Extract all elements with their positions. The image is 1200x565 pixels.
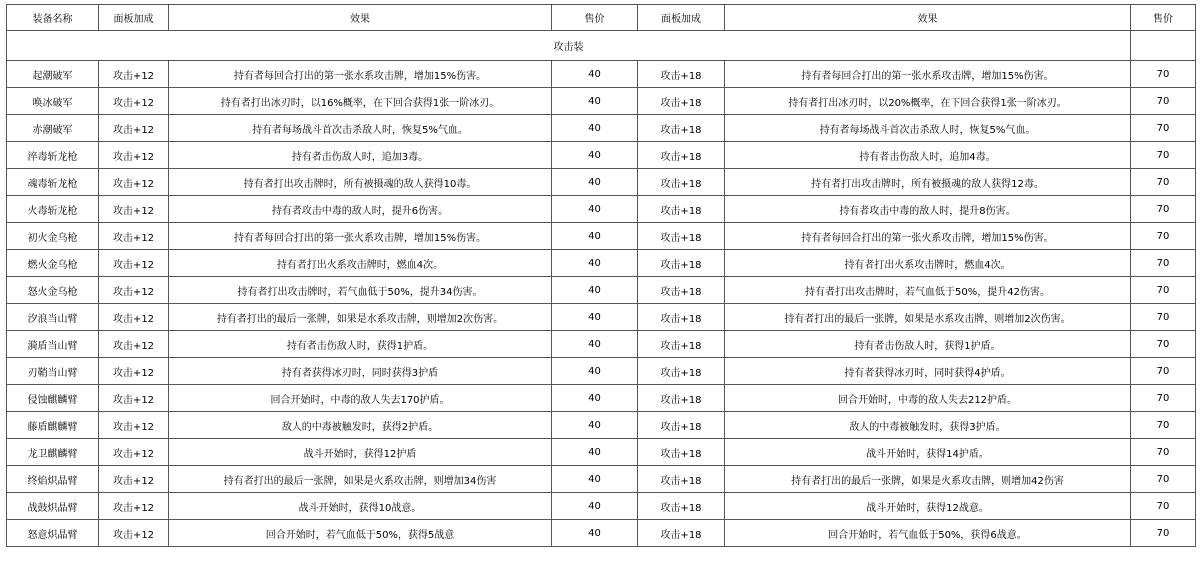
effect-upgraded-cell: 持有者击伤敌人时，追加4毒。 bbox=[725, 142, 1131, 169]
effect-cell: 持有者打出冰刃时，以16%概率，在下回合获得1张一阶冰刃。 bbox=[169, 88, 552, 115]
panel-bonus-upgraded-cell: 攻击+18 bbox=[638, 466, 725, 493]
effect-cell: 持有者每场战斗首次击杀敌人时，恢复5%气血。 bbox=[169, 115, 552, 142]
effect-cell: 持有者击伤敌人时，追加3毒。 bbox=[169, 142, 552, 169]
equipment-name-cell: 龙卫麒麟臂 bbox=[7, 439, 99, 466]
price-upgraded-cell: 70 bbox=[1131, 412, 1196, 439]
effect-upgraded-cell: 敌人的中毒被触发时，获得3护盾。 bbox=[725, 412, 1131, 439]
price-cell: 40 bbox=[552, 277, 638, 304]
price-upgraded-cell: 70 bbox=[1131, 520, 1196, 547]
panel-bonus-cell: 攻击+12 bbox=[99, 115, 169, 142]
equipment-name-cell: 刃鞘当山臂 bbox=[7, 358, 99, 385]
equipment-name-cell: 赤潮破军 bbox=[7, 115, 99, 142]
panel-bonus-upgraded-cell: 攻击+18 bbox=[638, 412, 725, 439]
price-cell: 40 bbox=[552, 493, 638, 520]
panel-bonus-upgraded-cell: 攻击+18 bbox=[638, 169, 725, 196]
equipment-table bbox=[6, 4, 1196, 547]
table-row bbox=[7, 412, 1196, 439]
price-upgraded-cell: 70 bbox=[1131, 88, 1196, 115]
effect-upgraded-cell: 持有者每场战斗首次击杀敌人时，恢复5%气血。 bbox=[725, 115, 1131, 142]
effect-cell: 回合开始时，中毒的敌人失去170护盾。 bbox=[169, 385, 552, 412]
equipment-name-cell: 火毒斩龙枪 bbox=[7, 196, 99, 223]
equipment-name-cell: 起潮破军 bbox=[7, 61, 99, 88]
price-upgraded-cell: 70 bbox=[1131, 304, 1196, 331]
panel-bonus-cell: 攻击+12 bbox=[99, 196, 169, 223]
equipment-name-cell: 魂毒斩龙枪 bbox=[7, 169, 99, 196]
equipment-name-cell: 唤冰破军 bbox=[7, 88, 99, 115]
panel-bonus-upgraded-cell: 攻击+18 bbox=[638, 142, 725, 169]
header-effect-upgraded: 效果 bbox=[725, 5, 1131, 31]
price-upgraded-cell: 70 bbox=[1131, 142, 1196, 169]
header-effect: 效果 bbox=[169, 5, 552, 31]
table-row bbox=[7, 466, 1196, 493]
equipment-name-cell: 怒意炽晶臂 bbox=[7, 520, 99, 547]
header-panel-bonus-upgraded: 面板加成 bbox=[638, 5, 725, 31]
price-cell: 40 bbox=[552, 466, 638, 493]
price-upgraded-cell: 70 bbox=[1131, 277, 1196, 304]
price-upgraded-cell: 70 bbox=[1131, 385, 1196, 412]
table-row bbox=[7, 142, 1196, 169]
table-row bbox=[7, 358, 1196, 385]
panel-bonus-upgraded-cell: 攻击+18 bbox=[638, 304, 725, 331]
panel-bonus-cell: 攻击+12 bbox=[99, 439, 169, 466]
effect-upgraded-cell: 持有者打出的最后一张牌，如果是水系攻击牌，则增加2次伤害。 bbox=[725, 304, 1131, 331]
effect-upgraded-cell: 持有者打出攻击牌时，所有被摄魂的敌人获得12毒。 bbox=[725, 169, 1131, 196]
effect-upgraded-cell: 持有者打出攻击牌时，若气血低于50%，提升42伤害。 bbox=[725, 277, 1131, 304]
panel-bonus-upgraded-cell: 攻击+18 bbox=[638, 88, 725, 115]
effect-cell: 持有者击伤敌人时，获得1护盾。 bbox=[169, 331, 552, 358]
price-upgraded-cell: 70 bbox=[1131, 115, 1196, 142]
table-row bbox=[7, 223, 1196, 250]
header-price-upgraded: 售价 bbox=[1131, 5, 1196, 31]
price-cell: 40 bbox=[552, 115, 638, 142]
section-row bbox=[7, 31, 1196, 61]
effect-cell: 战斗开始时，获得10战意。 bbox=[169, 493, 552, 520]
table-row bbox=[7, 331, 1196, 358]
price-cell: 40 bbox=[552, 385, 638, 412]
table-row bbox=[7, 439, 1196, 466]
equipment-name-cell: 怒火金乌枪 bbox=[7, 277, 99, 304]
price-upgraded-cell: 70 bbox=[1131, 439, 1196, 466]
effect-upgraded-cell: 回合开始时，若气血低于50%，获得6战意。 bbox=[725, 520, 1131, 547]
header-panel-bonus: 面板加成 bbox=[99, 5, 169, 31]
price-cell: 40 bbox=[552, 142, 638, 169]
panel-bonus-cell: 攻击+12 bbox=[99, 169, 169, 196]
price-cell: 40 bbox=[552, 88, 638, 115]
price-cell: 40 bbox=[552, 304, 638, 331]
effect-cell: 回合开始时，若气血低于50%，获得5战意 bbox=[169, 520, 552, 547]
table-row bbox=[7, 304, 1196, 331]
panel-bonus-cell: 攻击+12 bbox=[99, 412, 169, 439]
table-row bbox=[7, 196, 1196, 223]
effect-upgraded-cell: 持有者每回合打出的第一张水系攻击牌，增加15%伤害。 bbox=[725, 61, 1131, 88]
price-upgraded-cell: 70 bbox=[1131, 493, 1196, 520]
effect-cell: 持有者获得冰刃时，同时获得3护盾 bbox=[169, 358, 552, 385]
panel-bonus-cell: 攻击+12 bbox=[99, 466, 169, 493]
panel-bonus-cell: 攻击+12 bbox=[99, 331, 169, 358]
price-cell: 40 bbox=[552, 169, 638, 196]
panel-bonus-upgraded-cell: 攻击+18 bbox=[638, 196, 725, 223]
price-upgraded-cell: 70 bbox=[1131, 223, 1196, 250]
table-row bbox=[7, 115, 1196, 142]
panel-bonus-upgraded-cell: 攻击+18 bbox=[638, 223, 725, 250]
price-cell: 40 bbox=[552, 196, 638, 223]
panel-bonus-cell: 攻击+12 bbox=[99, 250, 169, 277]
price-upgraded-cell: 70 bbox=[1131, 61, 1196, 88]
price-cell: 40 bbox=[552, 412, 638, 439]
equipment-name-cell: 汐浪当山臂 bbox=[7, 304, 99, 331]
table-row bbox=[7, 493, 1196, 520]
effect-cell: 持有者每回合打出的第一张水系攻击牌，增加15%伤害。 bbox=[169, 61, 552, 88]
panel-bonus-cell: 攻击+12 bbox=[99, 304, 169, 331]
table-row bbox=[7, 88, 1196, 115]
price-cell: 40 bbox=[552, 61, 638, 88]
panel-bonus-upgraded-cell: 攻击+18 bbox=[638, 61, 725, 88]
effect-cell: 持有者打出攻击牌时，若气血低于50%，提升34伤害。 bbox=[169, 277, 552, 304]
effect-upgraded-cell: 持有者获得冰刃时，同时获得4护盾。 bbox=[725, 358, 1131, 385]
header-row bbox=[7, 5, 1196, 31]
panel-bonus-cell: 攻击+12 bbox=[99, 520, 169, 547]
panel-bonus-upgraded-cell: 攻击+18 bbox=[638, 385, 725, 412]
price-upgraded-cell: 70 bbox=[1131, 250, 1196, 277]
table-row bbox=[7, 169, 1196, 196]
header-price: 售价 bbox=[552, 5, 638, 31]
table-row bbox=[7, 61, 1196, 88]
effect-upgraded-cell: 持有者打出火系攻击牌时，燃血4次。 bbox=[725, 250, 1131, 277]
equipment-name-cell: 战鼓炽晶臂 bbox=[7, 493, 99, 520]
effect-cell: 持有者打出火系攻击牌时，燃血4次。 bbox=[169, 250, 552, 277]
effect-upgraded-cell: 持有者击伤敌人时，获得1护盾。 bbox=[725, 331, 1131, 358]
effect-cell: 持有者攻击中毒的敌人时，提升6伤害。 bbox=[169, 196, 552, 223]
panel-bonus-upgraded-cell: 攻击+18 bbox=[638, 331, 725, 358]
equipment-name-cell: 淬毒斩龙枪 bbox=[7, 142, 99, 169]
price-upgraded-cell: 70 bbox=[1131, 358, 1196, 385]
price-cell: 40 bbox=[552, 223, 638, 250]
effect-cell: 持有者每回合打出的第一张火系攻击牌，增加15%伤害。 bbox=[169, 223, 552, 250]
panel-bonus-cell: 攻击+12 bbox=[99, 88, 169, 115]
equipment-name-cell: 侵蚀麒麟臂 bbox=[7, 385, 99, 412]
price-upgraded-cell: 70 bbox=[1131, 331, 1196, 358]
price-upgraded-cell: 70 bbox=[1131, 466, 1196, 493]
effect-cell: 敌人的中毒被触发时，获得2护盾。 bbox=[169, 412, 552, 439]
panel-bonus-upgraded-cell: 攻击+18 bbox=[638, 520, 725, 547]
panel-bonus-upgraded-cell: 攻击+18 bbox=[638, 439, 725, 466]
panel-bonus-upgraded-cell: 攻击+18 bbox=[638, 250, 725, 277]
equipment-name-cell: 藤盾麒麟臂 bbox=[7, 412, 99, 439]
effect-upgraded-cell: 持有者每回合打出的第一张火系攻击牌，增加15%伤害。 bbox=[725, 223, 1131, 250]
panel-bonus-upgraded-cell: 攻击+18 bbox=[638, 115, 725, 142]
effect-upgraded-cell: 战斗开始时，获得12战意。 bbox=[725, 493, 1131, 520]
effect-upgraded-cell: 持有者打出的最后一张牌，如果是火系攻击牌，则增加42伤害 bbox=[725, 466, 1131, 493]
panel-bonus-cell: 攻击+12 bbox=[99, 142, 169, 169]
panel-bonus-cell: 攻击+12 bbox=[99, 61, 169, 88]
section-title: 攻击装 bbox=[7, 31, 1131, 61]
price-cell: 40 bbox=[552, 520, 638, 547]
effect-upgraded-cell: 持有者打出冰刃时，以20%概率，在下回合获得1张一阶冰刃。 bbox=[725, 88, 1131, 115]
panel-bonus-upgraded-cell: 攻击+18 bbox=[638, 277, 725, 304]
equipment-name-cell: 漪盾当山臂 bbox=[7, 331, 99, 358]
panel-bonus-cell: 攻击+12 bbox=[99, 358, 169, 385]
price-cell: 40 bbox=[552, 250, 638, 277]
table-row bbox=[7, 520, 1196, 547]
table-row bbox=[7, 250, 1196, 277]
effect-cell: 持有者打出攻击牌时，所有被摄魂的敌人获得10毒。 bbox=[169, 169, 552, 196]
header-equipment-name: 装备名称 bbox=[7, 5, 99, 31]
table-row bbox=[7, 385, 1196, 412]
effect-cell: 持有者打出的最后一张牌，如果是水系攻击牌，则增加2次伤害。 bbox=[169, 304, 552, 331]
panel-bonus-cell: 攻击+12 bbox=[99, 277, 169, 304]
panel-bonus-upgraded-cell: 攻击+18 bbox=[638, 493, 725, 520]
effect-upgraded-cell: 持有者攻击中毒的敌人时，提升8伤害。 bbox=[725, 196, 1131, 223]
equipment-name-cell: 终焰炽晶臂 bbox=[7, 466, 99, 493]
price-cell: 40 bbox=[552, 331, 638, 358]
effect-upgraded-cell: 回合开始时，中毒的敌人失去212护盾。 bbox=[725, 385, 1131, 412]
price-upgraded-cell: 70 bbox=[1131, 196, 1196, 223]
equipment-name-cell: 初火金乌枪 bbox=[7, 223, 99, 250]
price-upgraded-cell: 70 bbox=[1131, 169, 1196, 196]
price-cell: 40 bbox=[552, 439, 638, 466]
panel-bonus-cell: 攻击+12 bbox=[99, 385, 169, 412]
table-row bbox=[7, 277, 1196, 304]
effect-cell: 持有者打出的最后一张牌，如果是火系攻击牌，则增加34伤害 bbox=[169, 466, 552, 493]
effect-cell: 战斗开始时，获得12护盾 bbox=[169, 439, 552, 466]
effect-upgraded-cell: 战斗开始时，获得14护盾。 bbox=[725, 439, 1131, 466]
panel-bonus-upgraded-cell: 攻击+18 bbox=[638, 358, 725, 385]
panel-bonus-cell: 攻击+12 bbox=[99, 493, 169, 520]
section-empty-cell bbox=[1131, 31, 1196, 61]
panel-bonus-cell: 攻击+12 bbox=[99, 223, 169, 250]
equipment-name-cell: 燃火金乌枪 bbox=[7, 250, 99, 277]
price-cell: 40 bbox=[552, 358, 638, 385]
